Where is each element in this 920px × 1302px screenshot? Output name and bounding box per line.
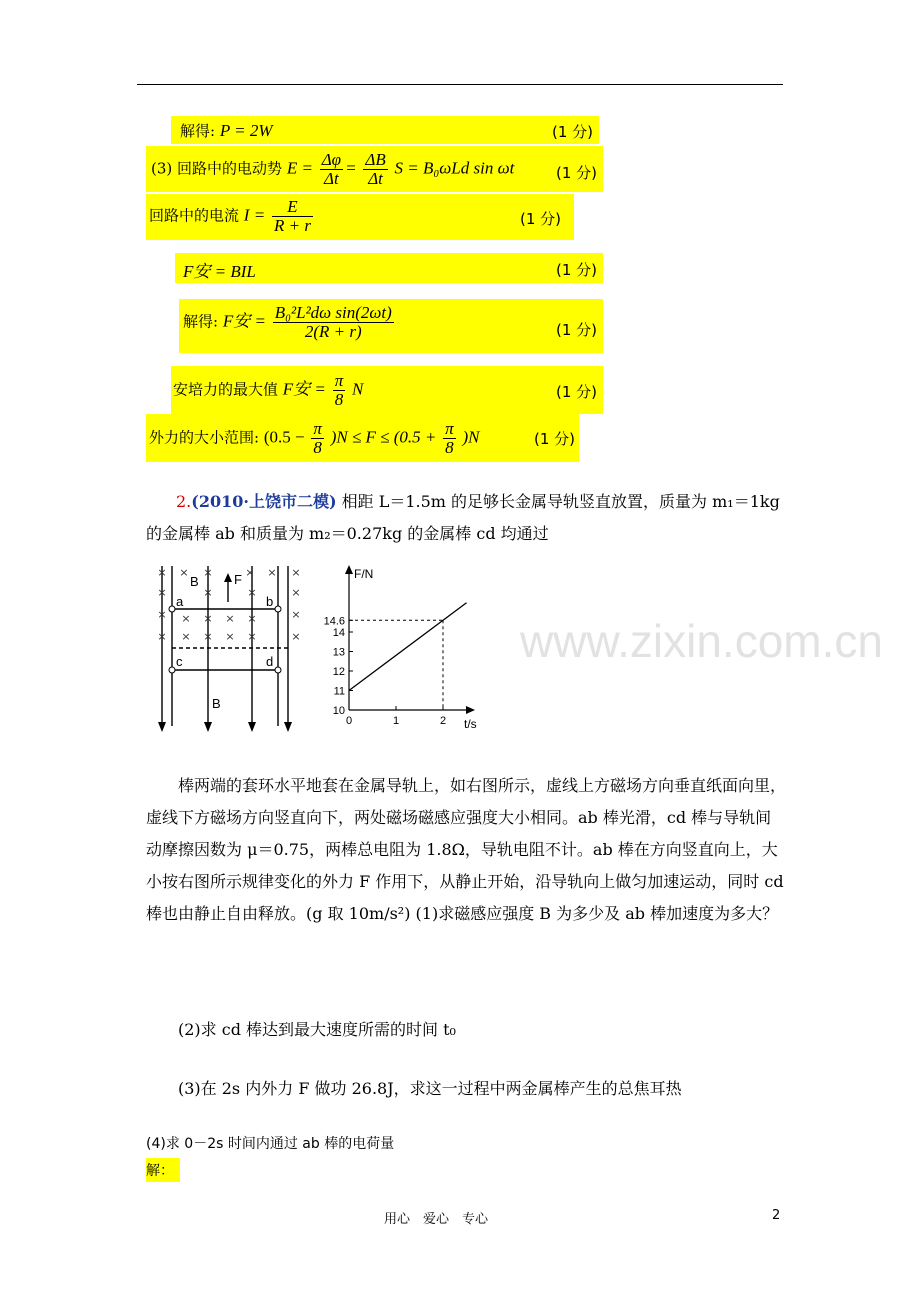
svg-text:×: ×	[157, 586, 167, 599]
svg-text:×: ×	[203, 586, 213, 599]
score: (1 分)	[552, 123, 594, 141]
svg-text:×: ×	[291, 586, 301, 599]
series-line	[349, 603, 467, 691]
answer-label: 解：	[146, 1163, 174, 1179]
watermark: www.zixin.com.cn	[520, 615, 883, 667]
svg-text:×: ×	[291, 630, 301, 643]
y-axis-label: F/N	[354, 567, 374, 581]
label-d: d	[266, 654, 274, 669]
svg-text:×: ×	[247, 586, 257, 599]
svg-text:×: ×	[181, 630, 191, 643]
solution-line6: 安培力的最大值 F安 = $\frac{\pi}{8}$ N	[173, 371, 364, 409]
svg-text:×: ×	[225, 630, 235, 643]
solution-line4: F安 = BIL	[183, 262, 256, 281]
svg-text:×: ×	[267, 566, 277, 579]
y-tick-label: 14	[332, 627, 345, 639]
solution-line1: 解得: P = 2W	[180, 121, 273, 140]
y-tick-label: 10	[332, 705, 345, 717]
x-axis-label: t/s	[464, 717, 477, 731]
x-tick-label: 1	[392, 715, 400, 727]
solution-line2: (3) 回路中的电动势 E = $\frac{\Delta\varphi}{\Delta t}$ = $\frac{\Delta B}{\Delta t}$ S = B₀ωLd sin ωt	[151, 150, 515, 188]
svg-text:×: ×	[225, 612, 235, 625]
svg-text:×: ×	[157, 630, 167, 643]
question-4: (4)求 0－2s 时间内通过 ab 棒的电荷量	[146, 1136, 395, 1152]
svg-text:×: ×	[245, 566, 255, 579]
svg-text:×: ×	[203, 630, 213, 643]
header-rule	[137, 84, 783, 85]
page-number: 2	[772, 1208, 781, 1223]
y-tick-label: 11	[333, 685, 345, 698]
problem-body: 棒两端的套环水平地套在金属导轨上，如右图所示，虚线上方磁场方向垂直纸面向里，虚线下方磁场方向竖直向下，两处磁场磁感应强度大小相同。ab 棒光滑，cd 棒与导轨间动摩擦因数为 μ＝0.75，两棒总电阻为 1.8Ω，导轨电阻不计。ab 棒在方向竖直向上，大小按右图所示规律变化的外力 F 作用下，从静止开始，沿导轨向上做匀加速运动，同时 cd 棒也由静止自由释放。(g 取 10m/s²) (1)求磁感应强度 B 为多少及 ab 棒加速度为多大？	[146, 776, 787, 923]
problem-intro: 2.(2010·上饶市二模) 相距 L＝1.5m 的足够长金属导轨竖直放置，质量为 m₁＝1kg 的金属棒 ab 和质量为 m₂＝0.27kg 的金属棒 cd 均通过	[146, 492, 780, 543]
solution-line7: 外力的大小范围: (0.5 − $\frac{\pi}{8}$ )N ≤ F ≤ (0.5 + $\frac{\pi}{8}$ )N	[149, 419, 480, 457]
svg-text:×: ×	[157, 566, 167, 579]
svg-text:×: ×	[291, 608, 301, 621]
x-tick-label: 2	[439, 715, 447, 727]
svg-text:×: ×	[181, 612, 191, 625]
solution-line5: 解得: F安 = $\frac{\text{B₀²L²dω sin(2ωt)}}{2(R + r)}$	[183, 303, 392, 341]
score: (1 分)	[556, 164, 598, 182]
svg-text:×: ×	[247, 612, 257, 625]
score: (1 分)	[556, 383, 598, 401]
label-b: b	[266, 594, 274, 609]
label-B-top: B	[190, 574, 199, 589]
y-tick-label: 14.6	[323, 615, 345, 628]
solution-line3: 回路中的电流 I = $\frac{E}{R + r}$	[149, 197, 311, 235]
svg-text:×: ×	[179, 566, 189, 579]
question-3: (3)在 2s 内外力 F 做功 26.8J，求这一过程中两金属棒产生的总焦耳热	[178, 1079, 682, 1098]
force-time-chart	[318, 562, 494, 738]
x-tick-label: 0	[345, 715, 353, 727]
label-c: c	[176, 654, 183, 669]
svg-text:×: ×	[157, 608, 167, 621]
score: (1 分)	[520, 210, 562, 228]
svg-text:×: ×	[291, 566, 301, 579]
y-tick-label: 13	[332, 646, 345, 659]
rails-figure	[150, 562, 310, 738]
label-F: F	[234, 572, 242, 587]
y-tick-label: 12	[332, 666, 345, 678]
svg-text:×: ×	[203, 612, 213, 625]
score: (1 分)	[556, 321, 598, 339]
label-a: a	[176, 594, 184, 609]
score: (1 分)	[534, 430, 576, 448]
svg-text:×: ×	[247, 630, 257, 643]
score: (1 分)	[556, 261, 598, 279]
label-B-bottom: B	[212, 696, 221, 711]
question-2: (2)求 cd 棒达到最大速度所需的时间 t₀	[178, 1020, 456, 1039]
svg-text:×: ×	[203, 566, 213, 579]
footer-motto: 用心 爱心 专心	[384, 1212, 489, 1227]
